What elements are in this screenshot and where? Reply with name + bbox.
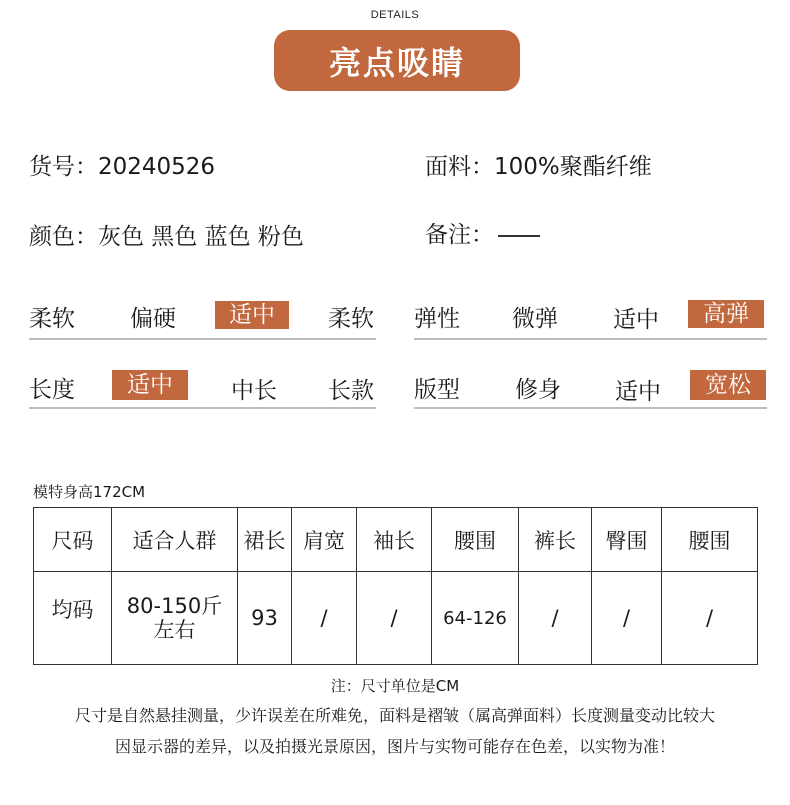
- elasticity-option-high-selected: 高弹: [688, 300, 764, 328]
- size-table-header-row: [34, 508, 758, 572]
- color-info: 颜色：灰色 黑色 蓝色 粉色: [29, 224, 304, 250]
- size-table: [33, 507, 758, 665]
- remark-empty-dash: [498, 235, 540, 237]
- length-label: 长度: [29, 377, 75, 403]
- size-header-cell: 腰围: [662, 508, 758, 572]
- fit-option-slim: 修身: [515, 377, 561, 403]
- size-header-cell: 袖长: [357, 508, 432, 572]
- disclaimer-line-2: 因显示器的差异，以及拍摄光景原因，图片与实物可能存在色差，以实物为准！: [114, 737, 675, 756]
- details-label: DETAILS: [370, 9, 420, 21]
- size-header-cell: 裤长: [519, 508, 592, 572]
- length-divider: [29, 407, 376, 409]
- size-cell: 均码: [34, 572, 112, 665]
- size-header-cell: 适合人群: [112, 508, 238, 572]
- size-table-row: [34, 572, 758, 665]
- fit-option-medium: 适中: [615, 379, 661, 405]
- length-option-long: 长款: [328, 378, 374, 404]
- length-option-medium-selected: 适中: [112, 370, 188, 400]
- size-header-cell: 肩宽: [292, 508, 357, 572]
- size-header-cell: 臀围: [592, 508, 662, 572]
- size-header-cell: 尺码: [34, 508, 112, 572]
- size-cell: 64-126: [432, 572, 519, 665]
- size-cell: /: [592, 572, 662, 665]
- size-cell: /: [662, 572, 758, 665]
- fit-divider: [414, 407, 767, 409]
- size-cell: /: [357, 572, 432, 665]
- elasticity-label: 弹性: [414, 306, 460, 332]
- size-header-cell: 腰围: [432, 508, 519, 572]
- remark-label: 备注：: [425, 222, 494, 248]
- size-cell: 80-150斤 左右: [112, 572, 238, 665]
- fit-option-loose-selected: 宽松: [690, 370, 766, 400]
- fit-label: 版型: [414, 377, 460, 403]
- size-cell: 93: [238, 572, 292, 665]
- elasticity-option-slight: 微弹: [512, 306, 558, 332]
- unit-note: 注：尺寸单位是CM: [330, 677, 460, 695]
- remark-info: [425, 216, 540, 249]
- item-number: 货号：20240526: [29, 154, 216, 180]
- elasticity-option-medium: 适中: [613, 307, 659, 333]
- fabric-info: 面料：100%聚酯纤维: [425, 154, 652, 180]
- section-title: 亮点吸睛: [274, 30, 520, 91]
- length-option-mid-long: 中长: [231, 378, 277, 404]
- softness-option-soft: 柔软: [328, 306, 374, 332]
- disclaimer-line-1: 尺寸是自然悬挂测量，少许误差在所难免，面料是褶皱（属高弹面料）长度测量变动比较大: [74, 706, 715, 725]
- size-header-cell: 裙长: [238, 508, 292, 572]
- softness-divider: [29, 338, 376, 340]
- softness-label: 柔软: [29, 306, 75, 332]
- elasticity-divider: [414, 338, 767, 340]
- size-cell: /: [519, 572, 592, 665]
- softness-option-medium-selected: 适中: [215, 301, 289, 329]
- size-cell: /: [292, 572, 357, 665]
- model-height-note: 模特身高172CM: [33, 483, 146, 501]
- softness-option-hard: 偏硬: [130, 306, 176, 332]
